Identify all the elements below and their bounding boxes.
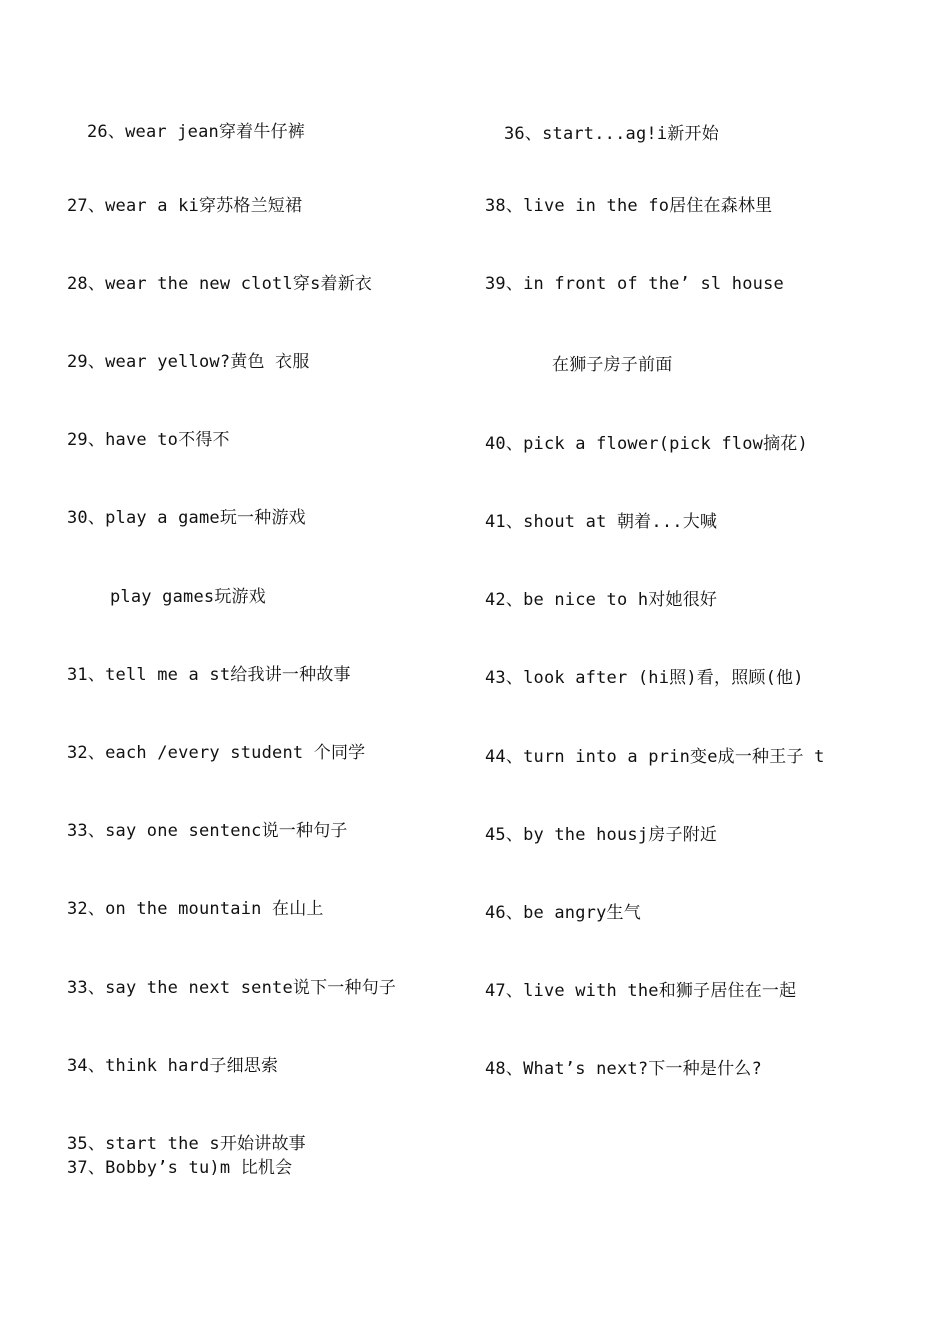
vocab-entry-38: 38、live in the fo居住在森林里 <box>485 196 773 216</box>
vocab-entry-29b: 29、have to不得不 <box>67 430 230 450</box>
vocab-entry-40: 40、pick a flower(pick flow摘花) <box>485 434 808 454</box>
vocab-entry-30: 30、play a game玩一种游戏 <box>67 508 306 528</box>
vocab-entry-39: 39、in front of the’ sl house <box>485 274 784 294</box>
vocab-entry-36: 36、start...ag!i新开始 <box>504 124 719 144</box>
vocab-entry-47: 47、live with the和狮子居住在一起 <box>485 981 797 1001</box>
vocab-entry-33a: 33、say one sentenc说一种句子 <box>67 821 348 841</box>
vocab-entry-26: 26、wear jean穿着牛仔裤 <box>87 122 305 142</box>
vocab-entry-46: 46、be angry生气 <box>485 903 641 923</box>
vocab-entry-39-translation: 在狮子房子前面 <box>552 355 673 375</box>
vocab-entry-31: 31、tell me a st给我讲一种故事 <box>67 665 351 685</box>
vocab-entry-34: 34、think hard子细思索 <box>67 1056 279 1076</box>
vocab-entry-43: 43、look after (hi照)看，照顾(他) <box>485 668 804 688</box>
vocab-entry-35: 35、start the s开始讲故事 <box>67 1134 306 1154</box>
vocab-entry-28: 28、wear the new clotl穿s着新衣 <box>67 274 373 294</box>
vocab-entry-27: 27、wear a ki穿苏格兰短裙 <box>67 196 303 216</box>
vocab-entry-30-sub: play games玩游戏 <box>110 587 266 607</box>
vocab-entry-37: 37、Bobby’s tu)m 比机会 <box>67 1158 293 1178</box>
vocab-entry-44: 44、turn into a prin变e成一种王子 t <box>485 747 825 767</box>
vocab-entry-41: 41、shout at 朝着...大喊 <box>485 512 718 532</box>
vocab-entry-32a: 32、each /every student 个同学 <box>67 743 366 763</box>
vocab-entry-42: 42、be nice to h对她很好 <box>485 590 718 610</box>
vocab-entry-32b: 32、on the mountain 在山上 <box>67 899 324 919</box>
vocab-entry-45: 45、by the housj房子附近 <box>485 825 718 845</box>
vocab-entry-33b: 33、say the next sente说下一种句子 <box>67 978 397 998</box>
vocab-entry-48: 48、What’s next?下一种是什么? <box>485 1059 762 1079</box>
vocab-entry-29a: 29、wear yellow?黄色 衣服 <box>67 352 310 372</box>
